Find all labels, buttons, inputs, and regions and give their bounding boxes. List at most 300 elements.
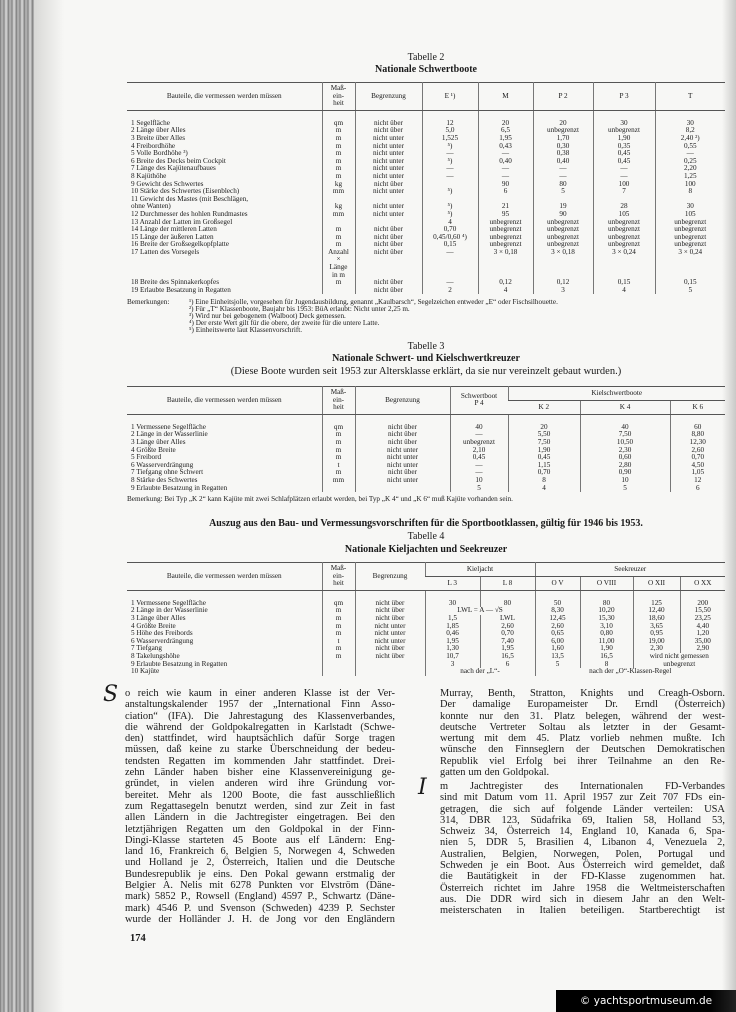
text-line: [440, 815, 725, 826]
word: 53,: [711, 814, 725, 826]
word: Punkten: [258, 880, 293, 892]
table-cell: unbegrenzt: [478, 219, 533, 227]
word: Gründung: [325, 778, 368, 790]
word: in: [642, 721, 651, 733]
table-row: [127, 414, 725, 431]
table-cell: 0,60: [580, 454, 670, 462]
table-cell: kg: [322, 196, 355, 211]
table-cell: 40: [450, 414, 508, 431]
word: J.: [227, 913, 235, 925]
word: den: [683, 755, 699, 767]
row-label: 1 Segelfläche: [131, 118, 170, 127]
word: Eng-: [374, 834, 395, 846]
table-cell: 8: [580, 661, 633, 669]
word: 11.: [544, 792, 557, 804]
word: starteten: [188, 834, 224, 846]
word: Libanon: [601, 837, 637, 849]
word: P.: [183, 902, 192, 914]
word: Venezuela: [664, 837, 708, 849]
row-label: 7 Tiefgang: [131, 644, 162, 653]
word: müssen,: [125, 744, 159, 756]
article-right-paragraph-2: [440, 781, 725, 917]
table-cell: 1,25: [655, 173, 725, 181]
word: 69,: [582, 814, 596, 826]
text-line: [440, 699, 725, 710]
word: (Schweden): [262, 902, 312, 914]
table-cell: unbegrenzt: [533, 219, 593, 227]
table-cell: —: [478, 173, 533, 181]
text-line: [125, 914, 395, 925]
table-cell: —: [422, 150, 478, 158]
word: Re-: [709, 755, 725, 767]
footnotes-label: Bemerkungen:: [127, 298, 170, 306]
table-cell: 1,90: [580, 645, 633, 653]
word: 5,: [518, 837, 526, 849]
table-row: [127, 615, 725, 623]
word: Boot.: [527, 860, 550, 872]
word: vielen: [188, 778, 215, 790]
footnote: ⁴) Der erste Wert gilt für die obere, der zweite für die untere Latte.: [189, 319, 380, 328]
table-cell: 40: [580, 414, 670, 431]
word: mark): [125, 902, 150, 914]
table-cell: unbegrenzt: [450, 439, 508, 447]
table-cell: nicht unter: [355, 173, 422, 181]
table-cell: 10,7: [425, 653, 480, 661]
table-cell: 30: [593, 110, 655, 127]
word: Elvström: [320, 880, 359, 892]
word: nur: [479, 710, 494, 722]
word: und: [627, 688, 644, 699]
row-label: 7 Tiefgang ohne Schwert: [131, 468, 204, 477]
table-cell: 6: [478, 188, 533, 196]
word: Den: [239, 868, 258, 880]
column-header: Bauteile, die vermessen werden müssen: [127, 563, 322, 591]
row-label: 18 Breite des Spinnakerkopfes: [131, 278, 220, 287]
word: anderen: [224, 778, 258, 790]
table-cell: 1,60: [535, 645, 580, 653]
table-cell: m: [322, 173, 355, 181]
table-cell: 15,30: [580, 615, 633, 623]
table-cell: Anzahl × Länge in m: [322, 249, 355, 279]
row-label: 2 Länge in der Wasserlinie: [131, 430, 208, 439]
table-cell: m: [322, 623, 355, 631]
table-cell: 19,00: [633, 638, 680, 646]
word: Italien: [606, 814, 633, 826]
word: deutsche: [440, 721, 477, 733]
table-cell: 4: [508, 485, 580, 493]
table-row: [127, 431, 725, 439]
word: England: [581, 826, 617, 838]
table-cell: 1,30: [425, 645, 480, 653]
table-cell: unbegrenzt: [478, 234, 533, 242]
table-cell: 2,10: [450, 447, 508, 455]
word: in: [170, 778, 179, 790]
table-cell: 200: [680, 590, 725, 607]
table-cell: 12: [670, 477, 725, 485]
word: Dingi-Klasse: [125, 834, 180, 846]
table-cell: 105: [655, 211, 725, 219]
row-label: 4 Größte Breite: [131, 445, 176, 454]
word: anstaltungskalender: [125, 699, 208, 711]
word: Mehr: [168, 789, 191, 801]
word: und: [709, 848, 725, 860]
table-cell: mm: [322, 211, 355, 219]
word: USA: [704, 803, 725, 815]
table-cell: 20: [533, 110, 593, 127]
word: Überschneidung: [269, 744, 338, 756]
table-cell: wird nicht gemessen: [633, 653, 725, 661]
table-cell: 16,5: [580, 653, 633, 661]
table-cell: 0,95: [633, 630, 680, 638]
word: richtet: [493, 882, 521, 894]
table-cell: 0,15: [593, 279, 655, 287]
word: Kanada: [647, 826, 680, 838]
table-cell: unbegrenzt: [593, 241, 655, 249]
table-cell: 1,525: [422, 135, 478, 143]
table-cell: —: [478, 165, 533, 173]
word: Südafrika: [530, 814, 572, 826]
word: gewann: [295, 868, 329, 880]
table-cell: 0,70: [508, 469, 580, 477]
table-cell: m: [322, 143, 355, 151]
word: Der: [440, 699, 456, 711]
table-cell: LWL = A — √S: [425, 607, 535, 615]
table-cell: 5,50: [508, 431, 580, 439]
table-cell: qm: [322, 414, 355, 431]
word: den: [488, 744, 504, 756]
table-cell: 20: [478, 110, 533, 127]
text-line: [125, 744, 395, 755]
table-cell: —: [593, 173, 655, 181]
row-label: 8 Takelungshöhe: [131, 651, 180, 660]
table-cell: 0,45: [593, 150, 655, 158]
row-label: 5 Volle Bordhöhe ³): [131, 149, 188, 158]
table-row: [127, 165, 725, 173]
word: anderen: [263, 688, 297, 699]
table-cell: 11,00: [580, 638, 633, 646]
table-cell: 3 × 0,18: [478, 249, 533, 279]
table-row: [127, 196, 725, 211]
table-cell: unbegrenzt: [593, 127, 655, 135]
row-label: 15 Länge der äußeren Latten: [131, 232, 214, 241]
text-line: [440, 781, 725, 792]
word: ein-: [708, 792, 725, 804]
table-cell: nicht über: [355, 615, 425, 623]
word: Ich: [711, 733, 725, 745]
table-header: [127, 563, 725, 591]
text-line: [440, 894, 725, 905]
table-cell: 1,20: [680, 630, 725, 638]
word: in: [364, 800, 373, 812]
table-cell: [355, 485, 450, 493]
table-row: [127, 607, 725, 615]
word: des: [544, 781, 559, 792]
word: Schwartz: [322, 891, 361, 903]
word: keine: [189, 744, 212, 756]
word: Zeit: [340, 800, 357, 812]
table-cell: 95: [478, 211, 533, 219]
word: 2,: [717, 837, 725, 849]
row-label: 13 Anzahl der Latten im Großsegel: [131, 217, 233, 226]
table-cell: 30: [425, 590, 480, 607]
table-cell: 0,15: [655, 279, 725, 287]
table-cell: nicht über: [355, 226, 422, 234]
table-cell: m: [322, 645, 355, 653]
table-cell: 1,05: [670, 469, 725, 477]
table-cell: 0,25: [655, 158, 725, 166]
word: mit: [484, 733, 499, 745]
table-cell: mm: [322, 188, 355, 196]
row-label: 19 Erlaubte Besatzung in Regatten: [131, 285, 231, 294]
table-cell: 12,30: [670, 439, 725, 447]
table-cell: nicht unter: [355, 638, 425, 646]
text-line: [440, 744, 725, 755]
word: Holland: [667, 814, 701, 826]
table-cell: 30: [655, 196, 725, 211]
word: Österreich: [582, 860, 626, 872]
text-line: [125, 733, 395, 744]
word: der: [381, 868, 395, 880]
table-cell: m: [322, 454, 355, 462]
word: Finn: [341, 699, 361, 711]
word: bei: [553, 755, 567, 767]
table-cell: —: [422, 165, 478, 173]
table-cell: 0,45/0,60 ⁴): [422, 234, 478, 242]
row-label: 7 Länge des Kajütenaufbaues: [131, 164, 216, 173]
word: der: [553, 871, 568, 883]
table-cell: 23,25: [680, 615, 725, 623]
word: sind: [440, 792, 458, 804]
table-row: [127, 127, 725, 135]
word: 4546: [156, 902, 178, 914]
word: 1957: [218, 699, 239, 711]
table-cell: m: [322, 439, 355, 447]
word: aus.: [440, 893, 457, 905]
table-cell: nicht über: [355, 181, 422, 189]
word: 4,: [583, 837, 592, 849]
word: Platz: [553, 710, 575, 722]
table3-subtitle: (Diese Boote wurden seit 1953 zur Altersklasse erklärt, da sie nur vereinzelt gebaut wurden.): [230, 366, 622, 377]
word: reich: [137, 688, 159, 699]
word: Creagh-Osborn.: [658, 688, 725, 699]
table-cell: —: [533, 165, 593, 173]
word: als: [578, 721, 591, 733]
row-label: 9 Erlaubte Besatzung in Regatten: [131, 483, 228, 492]
word: stattfindet.: [320, 755, 365, 767]
table-cell: —: [450, 462, 508, 470]
table-row: [127, 638, 725, 646]
word: daß: [166, 744, 182, 756]
article-left-column: [125, 688, 395, 925]
table-cell: nach der „O“-Klassen-Regel: [535, 668, 725, 676]
table-row: [127, 469, 725, 477]
table-cell: nicht über: [355, 469, 450, 477]
word: DDR: [490, 893, 513, 905]
table-cell: 4: [422, 219, 478, 227]
table-cell: 18,60: [633, 615, 680, 623]
table-cell: unbegrenzt: [533, 226, 593, 234]
table-row: [127, 645, 725, 653]
word: mark): [125, 891, 150, 903]
word: den): [125, 733, 144, 745]
table-cell: 60: [670, 414, 725, 431]
table-cell: unbegrenzt: [533, 241, 593, 249]
row-label: 5 Freibord: [131, 453, 162, 462]
table-cell: 3,65: [633, 623, 680, 631]
table-cell: 1,85: [425, 623, 480, 631]
table-cell: 7,50: [508, 439, 580, 447]
word: Demokratischen: [656, 744, 725, 756]
word: Regattasegeln: [150, 800, 209, 812]
column-header: O XII: [633, 576, 680, 590]
column-header: O VIII: [580, 576, 633, 590]
watermark: © yachtsportmuseum.de: [556, 990, 736, 1012]
word: Vertreter: [489, 721, 526, 733]
table-row: [127, 447, 725, 455]
word: 16,: [149, 846, 163, 858]
column-header: Begrenzung: [355, 387, 450, 415]
word: Asso-: [370, 699, 395, 711]
table-cell: unbegrenzt: [655, 241, 725, 249]
table-row: [127, 287, 725, 295]
word: A.: [162, 880, 173, 892]
column-header: Seekreuzer: [535, 563, 725, 577]
word: Knights: [580, 688, 614, 699]
word: Polen,: [615, 848, 642, 860]
word: Welt-: [702, 893, 725, 905]
word: Svenson: [220, 902, 256, 914]
table-cell: unbegrenzt: [655, 234, 725, 242]
word: werden,: [254, 800, 288, 812]
table-cell: 8,80: [670, 431, 725, 439]
header-row: [127, 387, 725, 401]
row-label: 1 Vermessene Segelfläche: [131, 598, 206, 607]
table-cell: 0,65: [535, 630, 580, 638]
table-cell: nicht über: [355, 439, 450, 447]
word: der: [190, 721, 204, 733]
table-body: [127, 414, 725, 492]
word: während: [631, 710, 668, 722]
drop-initial-s: S: [103, 682, 119, 707]
table-cell: 2,20: [655, 165, 725, 173]
word: dafür: [303, 733, 326, 745]
table-cell: 1,5: [425, 615, 480, 623]
table-cell: 50: [535, 590, 580, 607]
word: vorlieb: [590, 733, 620, 745]
table-cell: 2,60: [670, 447, 725, 455]
column-header: Begrenzung: [355, 563, 425, 591]
table-cell: 0,38: [533, 150, 593, 158]
table-cell: 0,70: [480, 630, 535, 638]
text-line: [125, 699, 395, 710]
word: tendsten: [125, 755, 160, 767]
word: Boote,: [252, 789, 280, 801]
table-cell: t: [322, 462, 355, 470]
word: um: [232, 823, 246, 835]
table-cell: m: [322, 469, 355, 477]
column-header: K 6: [670, 400, 725, 414]
word: Die: [465, 893, 481, 905]
word: zur: [619, 792, 633, 804]
word: Länder: [613, 803, 643, 815]
word: 34,: [484, 826, 498, 838]
table-cell: 6,5: [478, 127, 533, 135]
word: Italien: [276, 857, 304, 869]
word: 4,: [646, 837, 655, 849]
text-line: [440, 792, 725, 803]
table-cell: 105: [593, 211, 655, 219]
word: Schweden: [352, 846, 395, 858]
table-cell: 90: [533, 211, 593, 219]
word: um: [468, 767, 482, 779]
table-cell: m: [322, 165, 355, 173]
row-label: 2 Länge in der Wasserlinie: [131, 606, 208, 615]
word: allen: [125, 812, 146, 824]
table-cell: 6: [670, 485, 725, 493]
word: den: [379, 812, 395, 824]
word: Belgien: [234, 846, 268, 858]
table-cell: 90: [478, 181, 533, 189]
table-cell: m: [322, 279, 355, 287]
table-cell: unbegrenzt: [593, 219, 655, 227]
table-cell: m: [322, 431, 355, 439]
word: die: [289, 789, 302, 801]
table-cell: 1,15: [508, 462, 580, 470]
row-label: 17 Latten des Vorsegels: [131, 247, 200, 256]
text-line: [440, 733, 725, 744]
word: Erfolg: [515, 755, 543, 767]
header-row: [127, 83, 725, 111]
table-row: [127, 590, 725, 607]
table-cell: 0,55: [655, 143, 725, 151]
table-cell: 0,30: [533, 143, 593, 151]
word: Die: [203, 710, 219, 722]
table-cell: 4,40: [680, 623, 725, 631]
table-cell: 2,30: [633, 645, 680, 653]
table-cell: nicht unter: [355, 477, 450, 485]
table-cell: 4: [593, 287, 655, 295]
table-cell: 5: [655, 287, 725, 295]
word: getragen,: [440, 803, 479, 815]
table-cell: 6,00: [535, 638, 580, 646]
drop-initial-i: I: [418, 775, 427, 800]
table-cell: nicht unter: [355, 623, 425, 631]
row-label: 3 Länge über Alles: [131, 613, 186, 622]
word: Österreich,: [222, 857, 269, 869]
word: Jahr: [632, 893, 650, 905]
column-header: Bauteile, die vermessen werden müssen: [127, 387, 322, 415]
word: ihre: [298, 778, 315, 790]
word: Erndl: [634, 699, 658, 711]
word: mußte.: [672, 733, 702, 745]
table-cell: nicht unter: [355, 188, 422, 196]
table-cell: 7,40: [480, 638, 535, 646]
word: Bei: [356, 812, 372, 824]
row-label: 4 Freibordhöhe: [131, 141, 176, 150]
table-body: [127, 110, 725, 294]
table-cell: 28: [593, 196, 655, 211]
word: elf: [308, 834, 320, 846]
word: wurde: [125, 913, 151, 925]
table-cell: —: [450, 469, 508, 477]
row-label: 5 Höhe des Freibords: [131, 629, 193, 638]
table3-caption: Tabelle 3: [407, 341, 445, 352]
row-label: 14 Länge der mittleren Latten: [131, 225, 217, 234]
table-cell: nicht über: [355, 279, 422, 287]
word: Europameister: [527, 699, 589, 711]
table-cell: nicht über: [355, 431, 450, 439]
word: die: [440, 871, 453, 883]
